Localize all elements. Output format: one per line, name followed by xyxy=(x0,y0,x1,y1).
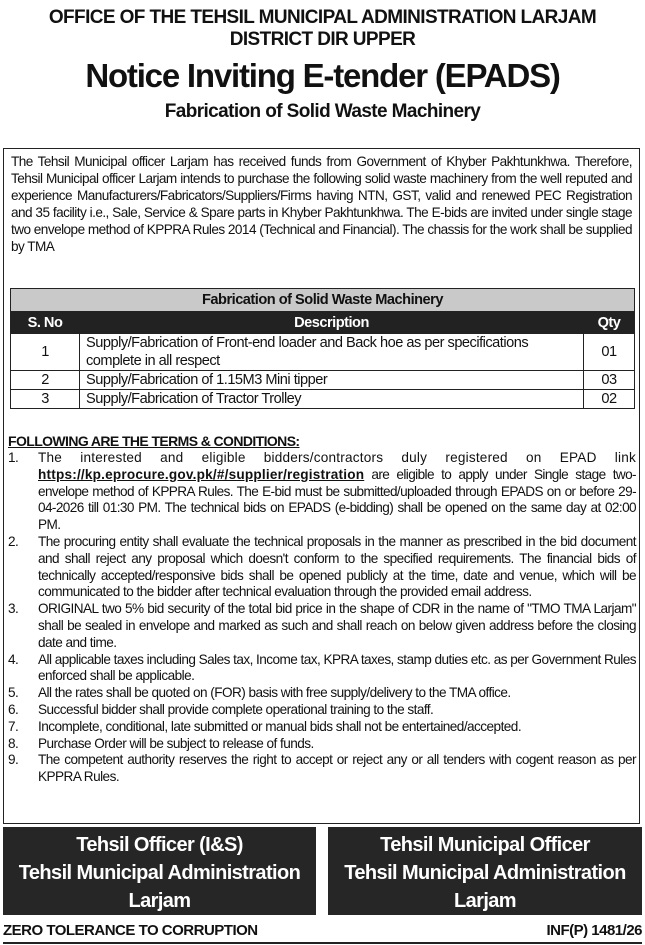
term-text: All the rates shall be quoted on (FOR) basis with free supply/delivery to the TMA office. xyxy=(38,685,511,701)
term-item xyxy=(8,652,636,686)
cell-sno: 1 xyxy=(11,334,80,371)
col-header-sno: S. No xyxy=(11,312,80,334)
term-number: 5. xyxy=(8,685,19,701)
term-number: 8. xyxy=(8,735,19,751)
term-number: 6. xyxy=(8,701,19,717)
signature-title: Tehsil Municipal Officer xyxy=(380,834,590,856)
cell-description: Supply/Fabrication of Front-end loader and Back hoe as per specifications complete in all respect xyxy=(80,334,584,371)
term-text: Incomplete, conditional, late submitted or manual bids shall not be entertained/accepted. xyxy=(38,718,522,734)
table-row xyxy=(11,390,635,409)
term-item xyxy=(8,719,636,736)
col-header-qty: Qty xyxy=(584,312,635,334)
table-row xyxy=(11,334,635,371)
epad-registration-link[interactable]: https://kp.eprocure.gov.pk/#/supplier/registration xyxy=(38,466,365,482)
terms-heading: FOLLOWING ARE THE TERMS & CONDITIONS: xyxy=(8,433,300,449)
district-name: DISTRICT DIR UPPER xyxy=(229,29,416,50)
signature-block-tmo xyxy=(328,827,642,915)
signature-title: Tehsil Officer (I&S) xyxy=(76,834,243,856)
items-table xyxy=(10,288,635,409)
term-text: All applicable taxes including Sales tax, Income tax, KPRA taxes, stamp duties etc. as per Government Rules enforced shall be applicable. xyxy=(38,651,636,684)
term-item xyxy=(8,685,636,702)
term-text: The interested and eligible bidders/contractors duly registered on EPAD link xyxy=(38,450,636,465)
table-row xyxy=(11,371,635,390)
term-number: 1. xyxy=(8,450,19,465)
signature-org: Tehsil Municipal Administration xyxy=(344,862,626,884)
term-text: Successful bidder shall provide complete operational training to the staff. xyxy=(38,701,434,717)
cell-sno: 2 xyxy=(11,371,80,390)
term-text: Purchase Order will be subject to release of funds. xyxy=(38,735,314,751)
term-text: are eligible to apply under Single stage two- envelope method of KPPRA Rules. The E-bid must be submitted/uploaded through EPADS on or before 29-04-2026 till 01:30 PM. The technical bids on EPADS (e-bidding) shall be opened on the same day at 02:00 PM. xyxy=(38,466,636,533)
cell-description: Supply/Fabrication of Tractor Trolley xyxy=(80,390,584,409)
col-header-description: Description xyxy=(80,312,584,334)
term-number: 7. xyxy=(8,718,19,734)
footer-reference: INF(P) 1481/26 xyxy=(546,921,642,939)
term-text: The procuring entity shall evaluate the technical proposals in the manner as prescribed in the bid document and shall reject any proposal which doesn't conform to the specified requirements. The financial bids of technically accepted/responsive bids shall be opened publicly at the time, date and venue, which will be communicated to the bidder after technical evaluation through the provided email address. xyxy=(38,533,636,600)
term-number: 4. xyxy=(8,651,19,667)
notice-subtitle: Fabrication of Solid Waste Machinery xyxy=(164,101,481,122)
term-number: 9. xyxy=(8,752,19,768)
term-item xyxy=(8,450,636,534)
term-item xyxy=(8,702,636,719)
intro-paragraph: The Tehsil Municipal officer Larjam has received funds from Government of Khyber Pakhtunkhwa. Therefore, Tehsil Municipal officer Larjam intends to purchase the following solid waste machinery from the well reputed and experience Manufacturers/Fabricators/Suppliers/Firms having NTN, GST, valid and renewed PEC Registration and 35 facility i.e., Sale, Service & Spare parts in Khyber Pakhtunkhwa. The E-bids are invited under single stage two envelope method of KPPRA Rules 2014 (Technical and Financial). The chassis for the work shall be supplied by TMA xyxy=(11,154,632,254)
table-caption: Fabrication of Solid Waste Machinery xyxy=(11,289,635,312)
notice-title: Notice Inviting E-tender (EPADS) xyxy=(85,57,560,94)
signature-place: Larjam xyxy=(454,890,516,912)
signature-org: Tehsil Municipal Administration xyxy=(18,862,301,884)
terms-section xyxy=(8,432,636,786)
term-text: ORIGINAL two 5% bid security of the total bid price in the shape of CDR in the name of "TMO TMA Larjam" shall be sealed in envelope and marked as such and shall reach on below given address before the closing date and time. xyxy=(38,601,636,650)
footer xyxy=(3,918,642,944)
term-item xyxy=(8,534,636,601)
term-item xyxy=(8,601,636,651)
term-text: The competent authority reserves the right to accept or reject any or all tenders with cogent reason as per KPPRA Rules. xyxy=(38,752,636,785)
footer-slogan: ZERO TOLERANCE TO CORRUPTION xyxy=(3,921,258,939)
notice-header xyxy=(0,0,645,125)
term-item xyxy=(8,736,636,753)
office-name: OFFICE OF THE TEHSIL MUNICIPAL ADMINISTRATION LARJAM xyxy=(48,7,597,28)
cell-qty: 02 xyxy=(584,390,635,409)
signature-place: Larjam xyxy=(128,890,191,912)
signature-block-tehsil-officer xyxy=(3,827,316,915)
cell-description: Supply/Fabrication of 1.15M3 Mini tipper xyxy=(80,371,584,390)
cell-qty: 01 xyxy=(584,334,635,371)
term-item xyxy=(8,752,636,786)
cell-sno: 3 xyxy=(11,390,80,409)
term-number: 3. xyxy=(8,601,19,617)
term-number: 2. xyxy=(8,533,19,549)
cell-qty: 03 xyxy=(584,371,635,390)
notice-body xyxy=(3,148,640,824)
